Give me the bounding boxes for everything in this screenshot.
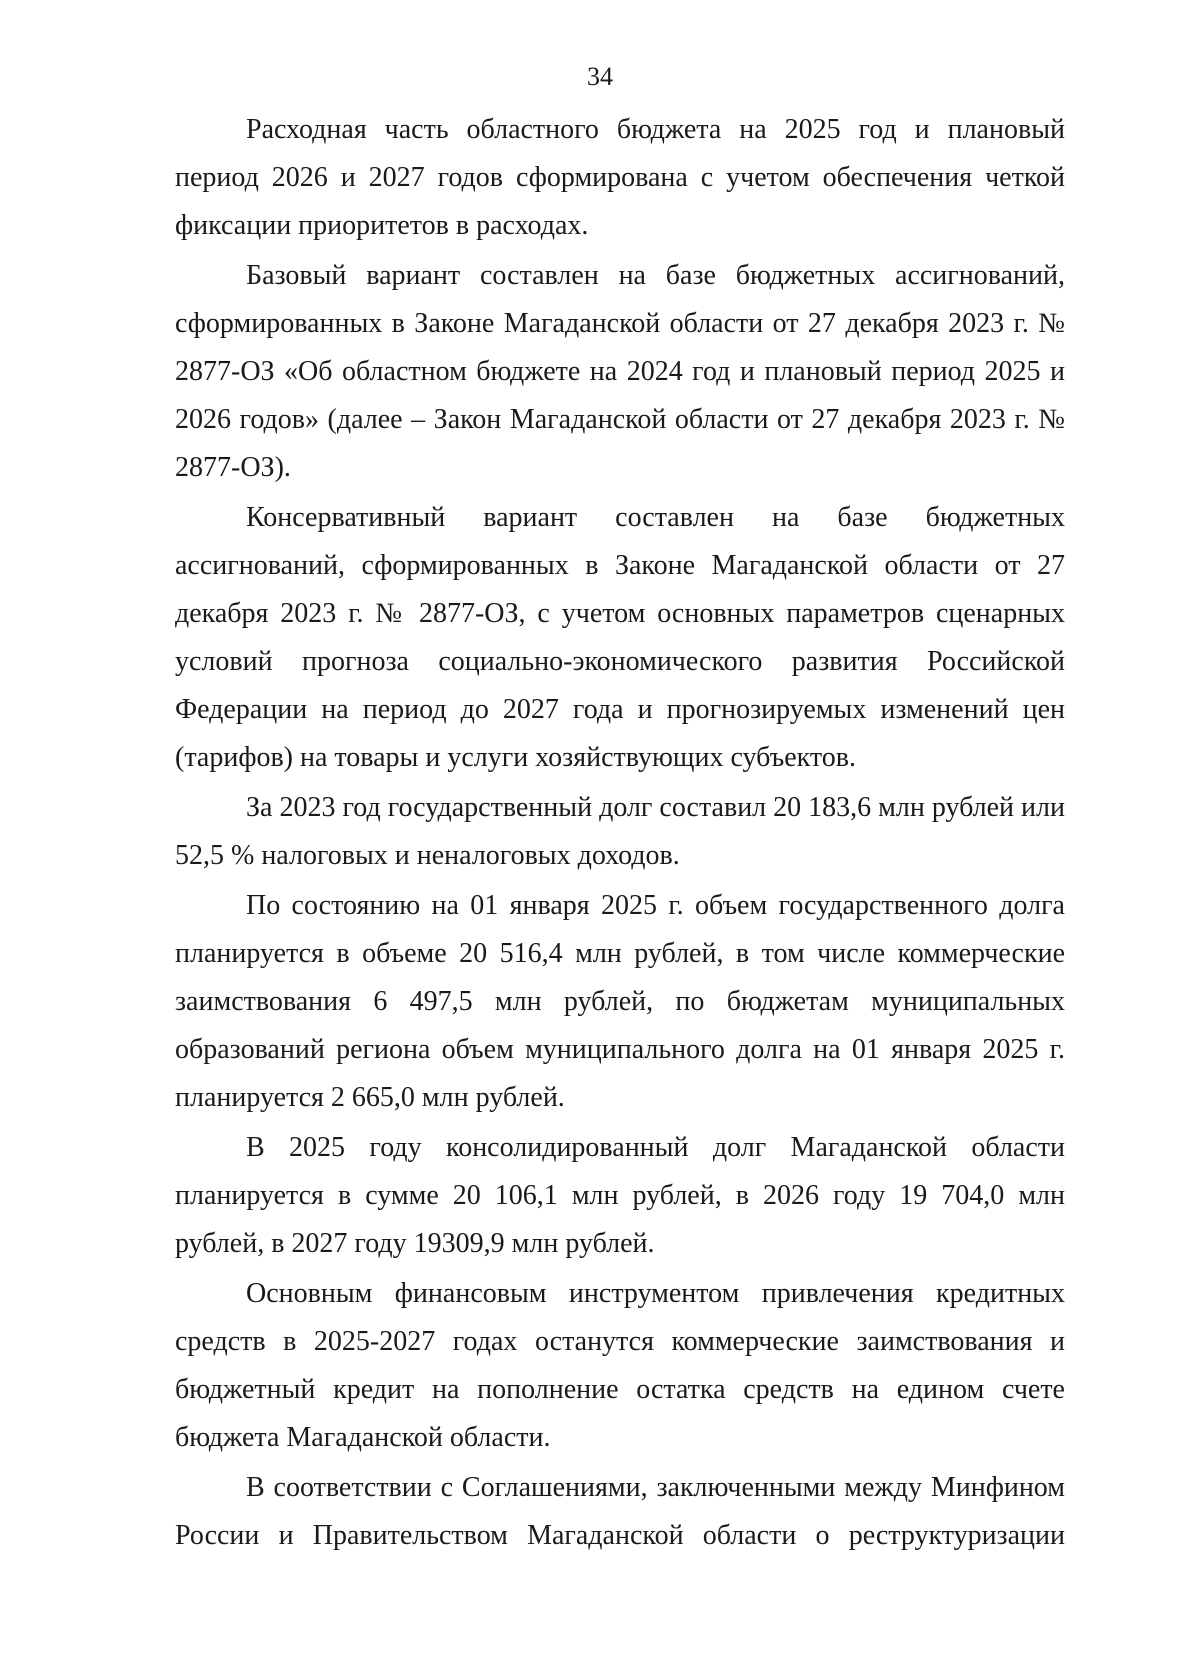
- page-number: 34: [587, 62, 613, 91]
- paragraph-consolidated-debt: В 2025 году консолидированный долг Магаданской области планируется в сумме 20 106,1 млн рублей, в 2026 году 19 704,0 млн рублей, в 2027 году 19309,9 млн рублей.: [175, 1132, 1065, 1259]
- paragraph-conservative-variant: Консервативный вариант составлен на базе бюджетных ассигнований, сформированных в Законе Магаданской области от 27 декабря 2023 г. № 2877-ОЗ, с учетом основных параметров сценарных условий прогноза социально-экономического развития Российской Федерации на период до 2027 года и прогнозируемых изменений цен (тарифов) на товары и услуги хозяйствующих субъектов.: [175, 502, 1065, 773]
- paragraph-agreements: В соответствии с Соглашениями, заключенными между Минфином России и Правительством Магаданской области о реструктуризации: [175, 1472, 1065, 1551]
- body-text: [175, 106, 1065, 1562]
- paragraph-debt-2023: За 2023 год государственный долг составил 20 183,6 млн рублей или 52,5 % налоговых и неналоговых доходов.: [175, 792, 1065, 871]
- paragraph-debt-2025: По состоянию на 01 января 2025 г. объем государственного долга планируется в объеме 20 516,4 млн рублей, в том числе коммерческие заимствования 6 497,5 млн рублей, по бюджетам муниципальных образований региона объем муниципального долга на 01 января 2025 г. планируется 2 665,0 млн рублей.: [175, 890, 1065, 1113]
- paragraph-expenditure: Расходная часть областного бюджета на 2025 год и плановый период 2026 и 2027 годов сформирована с учетом обеспечения четкой фиксации приоритетов в расходах.: [175, 114, 1065, 241]
- paragraph-financial-instrument: Основным финансовым инструментом привлечения кредитных средств в 2025-2027 годах останутся коммерческие заимствования и бюджетный кредит на пополнение остатка средств на едином счете бюджета Магаданской области.: [175, 1278, 1065, 1453]
- paragraph-base-variant: Базовый вариант составлен на базе бюджетных ассигнований, сформированных в Законе Магаданской области от 27 декабря 2023 г. № 2877-ОЗ «Об областном бюджете на 2024 год и плановый период 2025 и 2026 годов» (далее – Закон Магаданской области от 27 декабря 2023 г. № 2877-ОЗ).: [175, 260, 1065, 483]
